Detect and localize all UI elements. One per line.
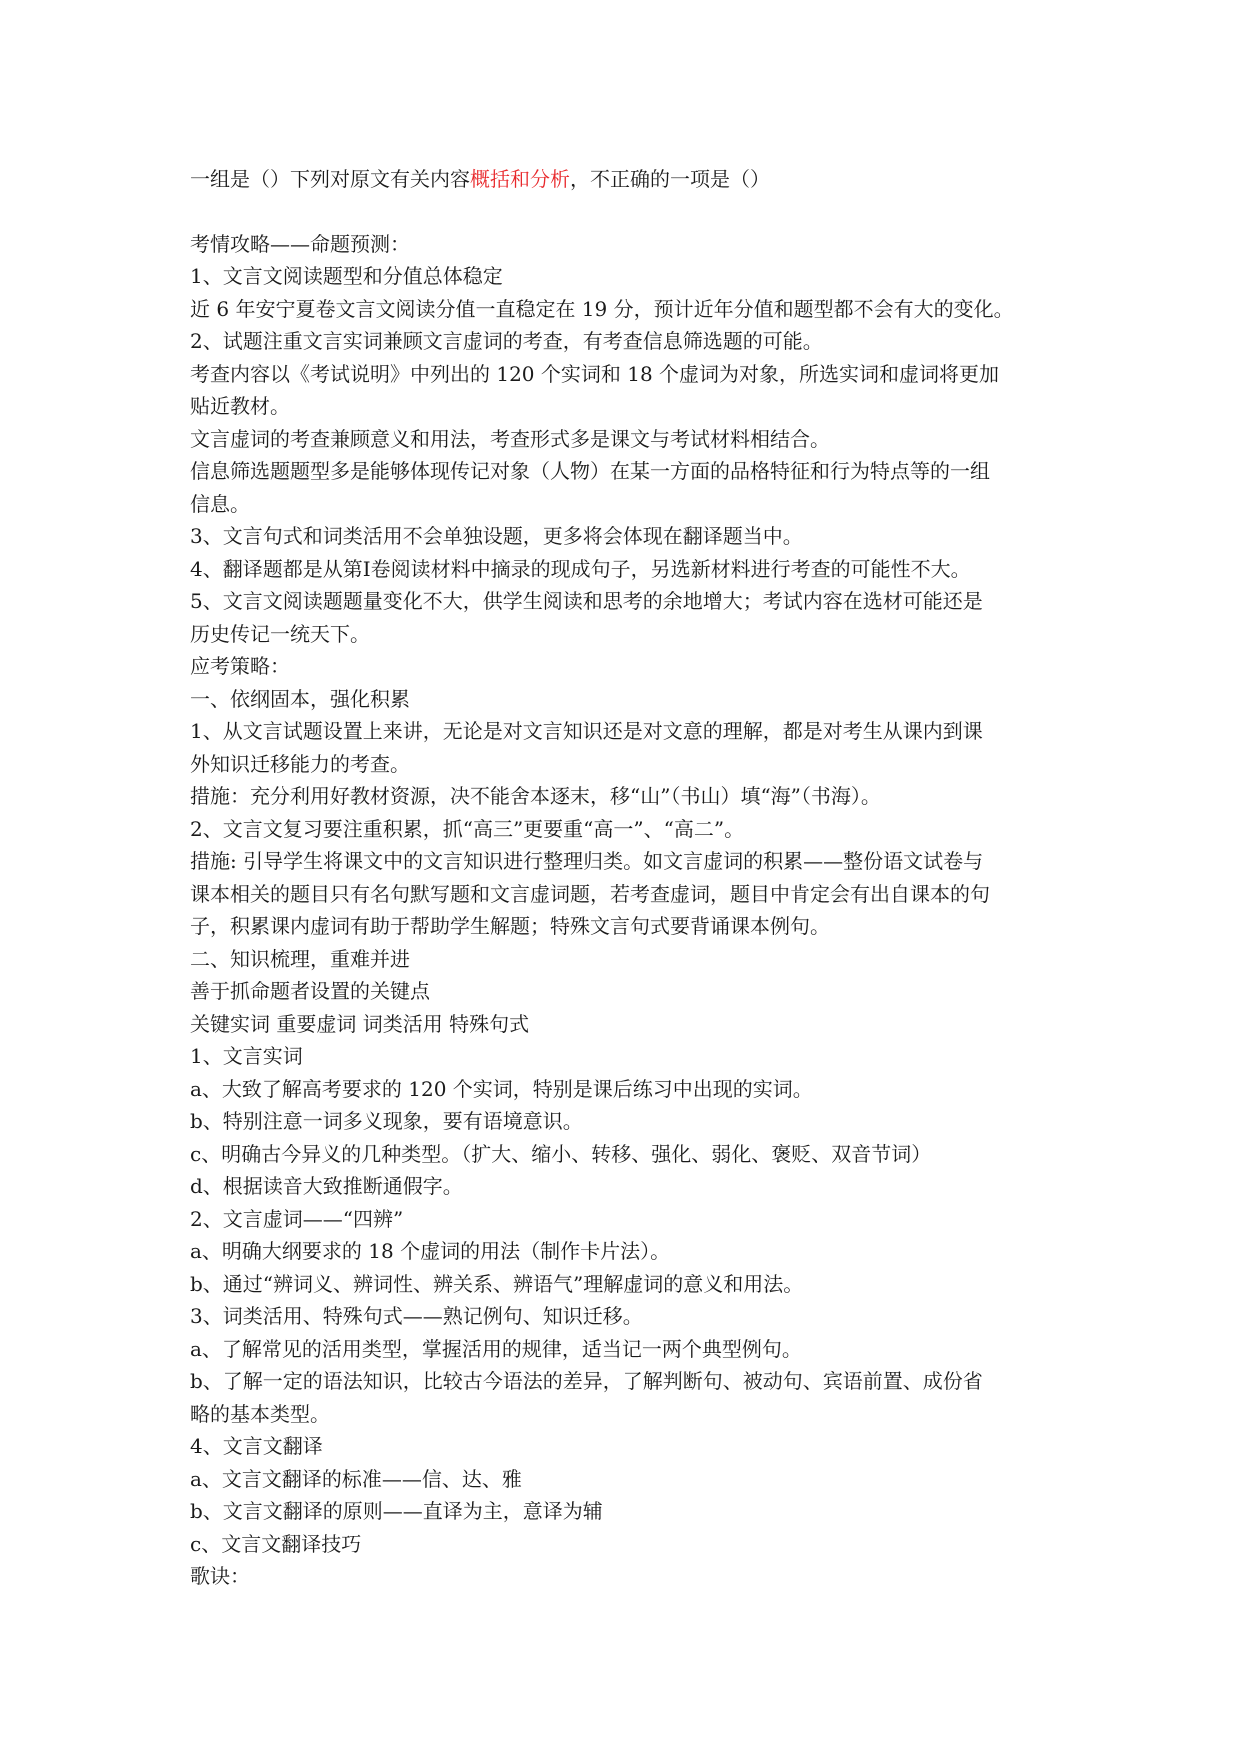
header-line xyxy=(190,163,1060,196)
text-line: b、通过“辨词义、辨词性、辨关系、辨语气”理解虚词的意义和用法。 xyxy=(190,1271,804,1296)
document-page xyxy=(190,163,1060,1593)
text-line: c、文言文翻译技巧 xyxy=(190,1531,362,1556)
header-text-before: 一组是（）下列对原文有关内容 xyxy=(190,167,470,191)
text-line: d、根据读音大致推断通假字。 xyxy=(190,1174,463,1198)
text-line: 历史传记一统天下。 xyxy=(190,621,370,646)
text-line: 措施：充分利用好教材资源，决不能舍本逐末，移“山”（书山）填“海”（书海）。 xyxy=(190,784,881,808)
text-line: 4、文言文翻译 xyxy=(190,1434,323,1458)
text-line: 考情攻略——命题预测： xyxy=(190,231,410,256)
text-line: b、文言文翻译的原则——直译为主，意译为辅 xyxy=(190,1499,603,1523)
text-line: 1、文言实词 xyxy=(190,1044,303,1068)
text-line: 1、文言文阅读题型和分值总体稳定 xyxy=(190,264,503,288)
text-line: 应考策略： xyxy=(190,654,290,678)
text-line: 3、词类活用、特殊句式——熟记例句、知识迁移。 xyxy=(190,1304,643,1328)
text-line: b、特别注意一词多义现象，要有语境意识。 xyxy=(190,1109,583,1133)
text-line: 4、翻译题都是从第Ⅰ卷阅读材料中摘录的现成句子，另选新材料进行考查的可能性不大。 xyxy=(190,556,971,581)
text-line: 2、试题注重文言实词兼顾文言虚词的考查，有考查信息筛选题的可能。 xyxy=(190,329,823,353)
text-line: b、了解一定的语法知识，比较古今语法的差异，了解判断句、被动句、宾语前置、成份省 xyxy=(190,1369,983,1393)
text-line: c、明确古今异义的几种类型。（扩大、缩小、转移、强化、弱化、褒贬、双音节词） xyxy=(190,1141,932,1166)
text-line: 一、依纲固本，强化积累 xyxy=(190,686,410,711)
text-line: 信息。 xyxy=(190,491,250,516)
text-line: 二、知识梳理，重难并进 xyxy=(190,946,410,971)
text-line: a、大致了解高考要求的 120 个实词，特别是课后练习中出现的实词。 xyxy=(190,1076,813,1101)
text-line: 文言虚词的考查兼顾意义和用法，考查形式多是课文与考试材料相结合。 xyxy=(190,426,830,451)
text-line: a、了解常见的活用类型，掌握活用的规律，适当记一两个典型例句。 xyxy=(190,1336,802,1361)
paragraph-gap xyxy=(190,196,1060,228)
text-line: 信息筛选题题型多是能够体现传记对象（人物）在某一方面的品格特征和行为特点等的一组 xyxy=(190,459,990,483)
text-line: 措施: 引导学生将课文中的文言知识进行整理归类。如文言虚词的积累——整份语文试卷与 xyxy=(190,849,984,873)
text-line: 课本相关的题目只有名句默写题和文言虚词题，若考查虚词，题目中肯定会有出自课本的句 xyxy=(190,881,990,906)
text-line: 5、文言文阅读题题量变化不大，供学生阅读和思考的余地增大；考试内容在选材可能还是 xyxy=(190,589,983,613)
text-line: 1、从文言试题设置上来讲，无论是对文言知识还是对文意的理解，都是对考生从课内到课 xyxy=(190,719,983,743)
document-body xyxy=(190,228,1060,1593)
text-line: 关键实词 重要虚词 词类活用 特殊句式 xyxy=(190,1011,530,1036)
highlighted-text: 概括和分析 xyxy=(470,167,570,191)
text-line: 贴近教材。 xyxy=(190,394,290,418)
text-line: 近 6 年安宁夏卷文言文阅读分值一直稳定在 19 分，预计近年分值和题型都不会有大的变化。 xyxy=(190,296,1014,321)
text-line: 2、文言文复习要注重积累，抓“高三”更要重“高一”、“高二”。 xyxy=(190,816,745,841)
text-line: 考查内容以《考试说明》中列出的 120 个实词和 18 个虚词为对象，所选实词和虚词将更加 xyxy=(190,361,1000,386)
text-line: a、文言文翻译的标准——信、达、雅 xyxy=(190,1466,522,1491)
header-text-after: ，不正确的一项是（） xyxy=(570,167,770,191)
text-line: 子，积累课内虚词有助于帮助学生解题；特殊文言句式要背诵课本例句。 xyxy=(190,914,830,938)
text-line: 3、文言句式和词类活用不会单独设题，更多将会体现在翻译题当中。 xyxy=(190,524,803,548)
text-line: 略的基本类型。 xyxy=(190,1401,330,1426)
text-line: 善于抓命题者设置的关键点 xyxy=(190,979,430,1003)
text-line: a、明确大纲要求的 18 个虚词的用法（制作卡片法）。 xyxy=(190,1239,671,1263)
text-line: 2、文言虚词——“四辨” xyxy=(190,1206,404,1231)
text-line: 歌诀： xyxy=(190,1564,250,1588)
text-line: 外知识迁移能力的考查。 xyxy=(190,751,410,776)
